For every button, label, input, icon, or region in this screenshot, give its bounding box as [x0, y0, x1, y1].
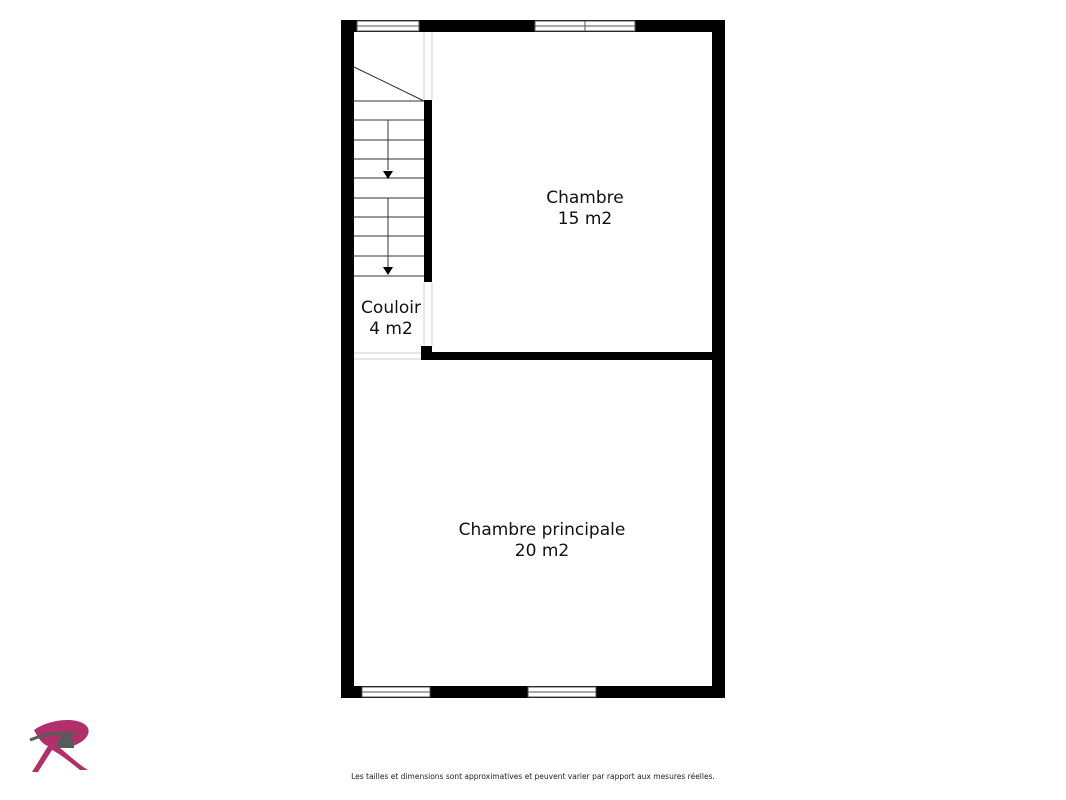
room-label-chambre	[485, 188, 685, 230]
room-label-couloir	[353, 298, 429, 340]
room-name: Chambre	[546, 188, 624, 208]
wall-middle-horizontal	[421, 352, 712, 360]
room-name: Couloir	[361, 298, 421, 318]
wall-left	[341, 20, 354, 698]
disclaimer-text: Les tailles et dimensions sont approximatives et peuvent varier par rapport aux mesures réelles.	[351, 772, 715, 781]
wall-stair-partition	[424, 100, 432, 282]
window-bottom-right	[528, 687, 596, 697]
window-top-right	[535, 21, 635, 31]
room-label-chambre-principale	[412, 520, 672, 562]
room-area: 20 m2	[514, 541, 570, 561]
room-area: 4 m2	[369, 319, 413, 339]
interior-walls	[421, 100, 712, 360]
room-area: 15 m2	[557, 209, 613, 229]
wall-right	[712, 20, 725, 698]
agency-logo	[30, 720, 89, 772]
arrow-down-icon	[383, 267, 393, 275]
window-bottom-left	[362, 687, 430, 697]
room-name: Chambre principale	[458, 520, 626, 540]
window-top-left	[357, 21, 419, 31]
wall-stub	[421, 346, 432, 360]
